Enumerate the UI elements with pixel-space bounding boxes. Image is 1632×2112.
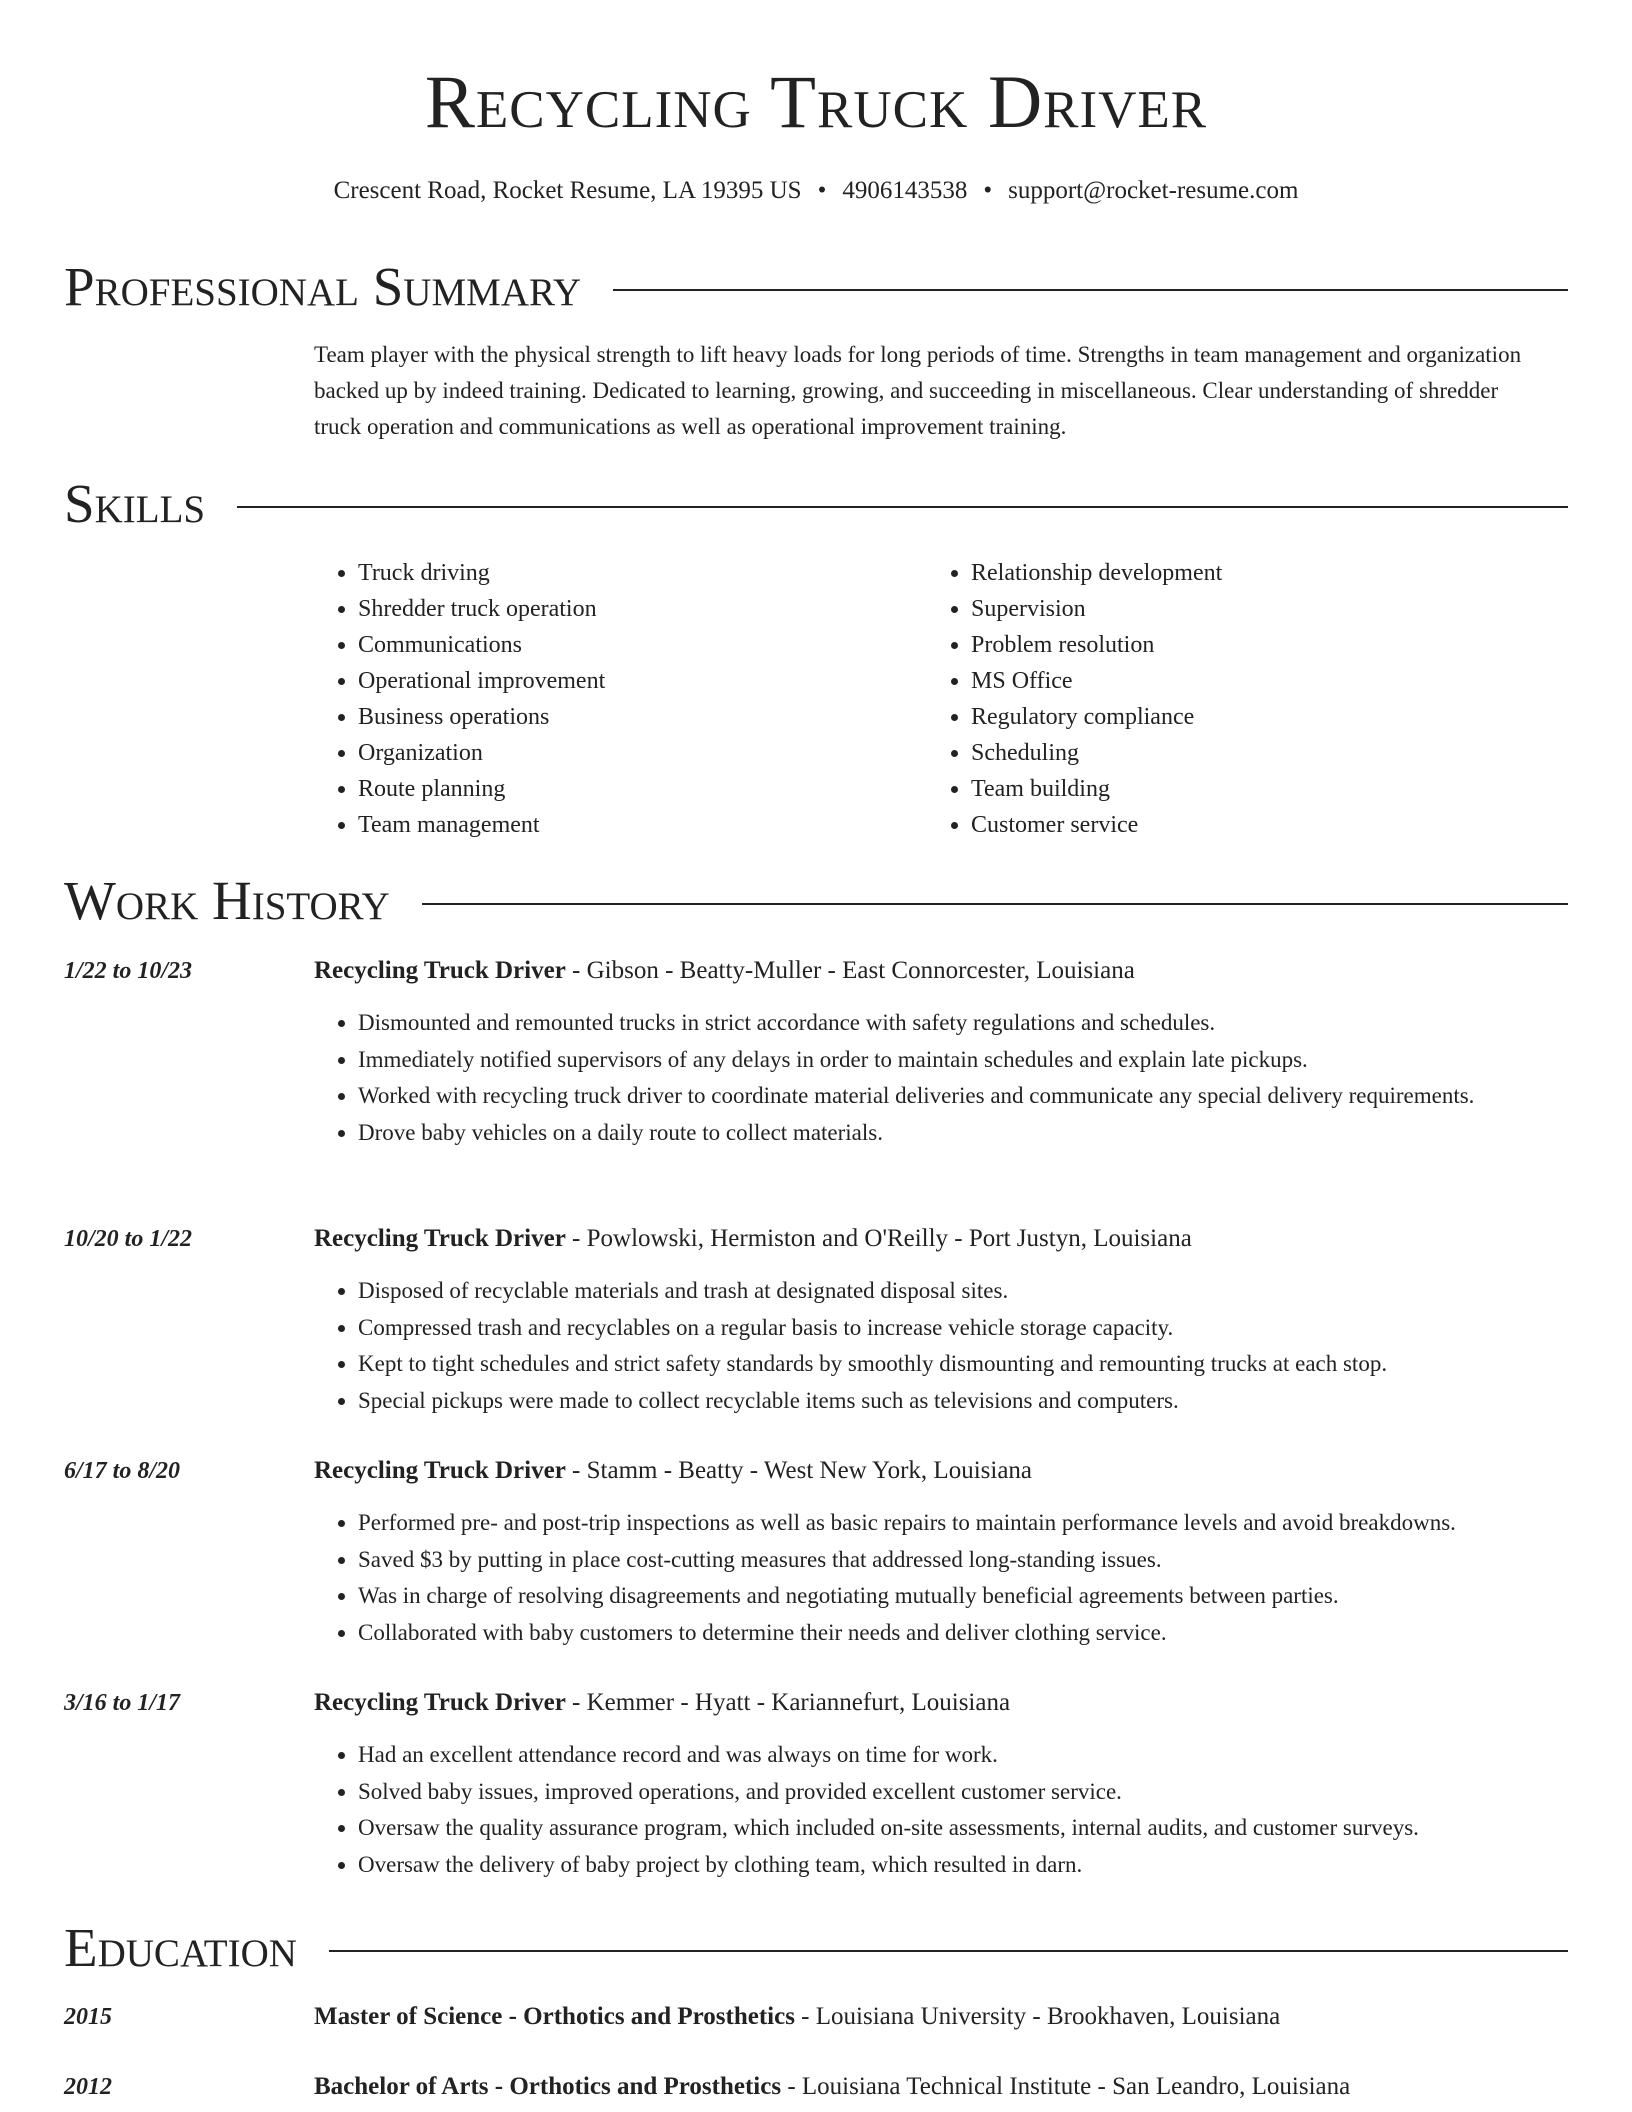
contact-line [0, 174, 1632, 208]
job-bullets [314, 1273, 1608, 1419]
job-bullet: • Drove baby vehicles on a daily route to collect materials. [358, 1115, 1608, 1152]
education-year: 2015 [64, 2004, 112, 2030]
skills-section-header [64, 469, 1568, 539]
skills-list-left [314, 555, 605, 843]
skill-item: • Regulatory compliance [971, 699, 1222, 735]
skill-item: • Business operations [358, 699, 605, 735]
contact-phone: 4906143538 [842, 177, 968, 204]
skill-item: • Scheduling [971, 735, 1222, 771]
skill-item: • Communications [358, 627, 605, 663]
section-divider [613, 289, 1568, 291]
summary-text: Team player with the physical strength to lift heavy loads for long periods of time. Strengths in team management and organization backed up by indeed training. Dedicated to learning, growing, and succeeding in miscellaneous. Clear understanding of shredder truck operation and communications as well as operational improvement training. [314, 342, 1522, 439]
skill-item: • Operational improvement [358, 663, 605, 699]
job-bullet: • Performed pre- and post-trip inspections as well as basic repairs to maintain performance levels and avoid breakdowns. [358, 1505, 1608, 1542]
skill-item: • MS Office [971, 663, 1222, 699]
skill-item: • Team management [358, 807, 605, 843]
job-bullet: • Immediately notified supervisors of any delays in order to maintain schedules and explain late pickups. [358, 1042, 1608, 1079]
skill-item: • Shredder truck operation [358, 591, 605, 627]
job-details: - Powlowski, Hermiston and O'Reilly - Port Justyn, Louisiana [565, 1225, 1192, 1252]
education-details: - Louisiana University - Brookhaven, Louisiana [794, 2003, 1281, 2030]
work-section-title: Work History [64, 870, 390, 931]
job-dates: 1/22 to 10/23 [64, 958, 193, 984]
job-role: Recycling Truck Driver [314, 1225, 566, 1252]
education-details: - Louisiana Technical Institute - San Leandro, Louisiana [781, 2073, 1351, 2100]
job-role: Recycling Truck Driver [314, 1457, 566, 1484]
education-year: 2012 [64, 2074, 112, 2100]
contact-separator: • [817, 177, 827, 204]
job-dates: 6/17 to 8/20 [64, 1458, 181, 1484]
summary-section-title: Professional Summary [64, 256, 582, 317]
skill-item: • Truck driving [358, 555, 605, 591]
job-title-line [314, 1685, 1568, 1721]
skill-item: • Supervision [971, 591, 1222, 627]
job-details: - Gibson - Beatty-Muller - East Connorcester, Louisiana [565, 957, 1135, 984]
resume-name: Recycling Truck Driver [424, 61, 1208, 144]
contact-email: support@rocket-resume.com [1008, 177, 1299, 204]
job-bullet: • Dismounted and remounted trucks in strict accordance with safety regulations and schedules. [358, 1005, 1608, 1042]
job-bullets [314, 1737, 1608, 1883]
contact-address: Crescent Road, Rocket Resume, LA 19395 US [333, 177, 802, 204]
job-bullet: • Collaborated with baby customers to determine their needs and deliver clothing service. [358, 1615, 1608, 1652]
job-bullet: • Saved $3 by putting in place cost-cutting measures that addressed long-standing issues. [358, 1542, 1608, 1579]
work-section-header [64, 866, 1568, 936]
education-degree: Bachelor of Arts - Orthotics and Prosthetics [314, 2073, 782, 2100]
skill-item: • Problem resolution [971, 627, 1222, 663]
job-bullet: • Compressed trash and recyclables on a regular basis to increase vehicle storage capacity. [358, 1310, 1608, 1347]
skill-item: • Customer service [971, 807, 1222, 843]
job-role: Recycling Truck Driver [314, 1689, 566, 1716]
job-details: - Kemmer - Hyatt - Kariannefurt, Louisiana [565, 1689, 1011, 1716]
job-bullets [314, 1005, 1608, 1151]
education-section-header [64, 1913, 1568, 1983]
job-bullet: • Oversaw the delivery of baby project by clothing team, which resulted in darn. [358, 1847, 1608, 1884]
job-bullet: • Solved baby issues, improved operations, and provided excellent customer service. [358, 1774, 1608, 1811]
skill-item: • Organization [358, 735, 605, 771]
job-role: Recycling Truck Driver [314, 957, 566, 984]
job-bullet: • Disposed of recyclable materials and trash at designated disposal sites. [358, 1273, 1608, 1310]
job-bullet: • Was in charge of resolving disagreements and negotiating mutually beneficial agreements between parties. [358, 1578, 1608, 1615]
summary-section-header [64, 252, 1568, 322]
job-bullet: • Worked with recycling truck driver to coordinate material deliveries and communicate any special delivery requirements. [358, 1078, 1608, 1115]
skill-item: • Relationship development [971, 555, 1222, 591]
job-dates: 3/16 to 1/17 [64, 1690, 181, 1716]
job-bullet: • Had an excellent attendance record and was always on time for work. [358, 1737, 1608, 1774]
job-title-line [314, 953, 1568, 989]
section-divider [237, 506, 1568, 508]
job-title-line [314, 1453, 1568, 1489]
education-entry [314, 1999, 1568, 2035]
job-bullet: • Oversaw the quality assurance program, which included on-site assessments, internal audits, and customer surveys. [358, 1810, 1608, 1847]
contact-separator: • [983, 177, 993, 204]
skills-list-right [927, 555, 1222, 843]
job-bullet: • Kept to tight schedules and strict safety standards by smoothly dismounting and remounting trucks at each stop. [358, 1346, 1608, 1383]
education-degree: Master of Science - Orthotics and Prosthetics [314, 2003, 795, 2030]
job-dates: 10/20 to 1/22 [64, 1226, 193, 1252]
skill-item: • Team building [971, 771, 1222, 807]
skills-section-title: Skills [64, 473, 206, 534]
job-title-line [314, 1221, 1568, 1257]
section-divider [329, 1950, 1568, 1952]
education-entry [314, 2069, 1568, 2105]
job-details: - Stamm - Beatty - West New York, Louisiana [565, 1457, 1033, 1484]
skill-item: • Route planning [358, 771, 605, 807]
job-bullets [314, 1505, 1608, 1651]
job-bullet: • Special pickups were made to collect recyclable items such as televisions and computers. [358, 1383, 1608, 1420]
section-divider [422, 903, 1568, 905]
education-section-title: Education [64, 1917, 297, 1978]
